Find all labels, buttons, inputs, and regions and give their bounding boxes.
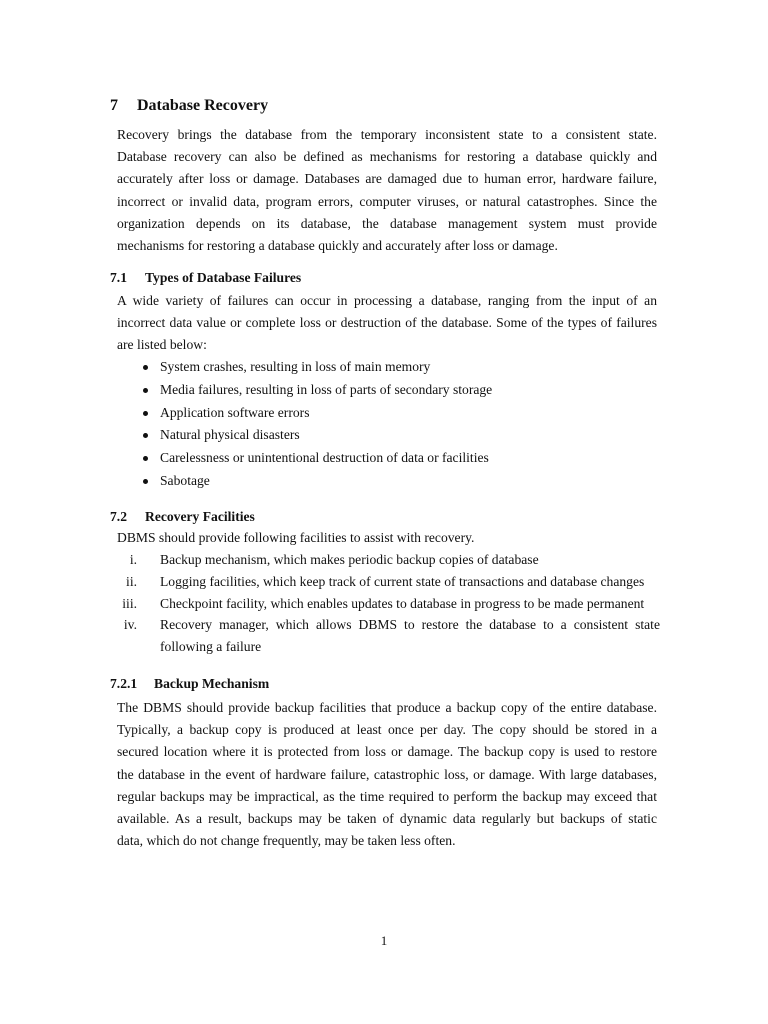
list-item-text: Logging facilities, which keep track of current state of transactions and database changes <box>160 573 645 589</box>
section-title: Database Recovery <box>137 97 269 114</box>
paragraph-line: are listed below: <box>117 337 207 353</box>
subsection-title: Backup Mechanism <box>154 676 270 691</box>
bullet-icon <box>143 433 148 438</box>
bullet-icon <box>143 411 148 416</box>
subsection-number: 7.2.1 <box>110 676 138 691</box>
failures-intro-paragraph <box>117 290 657 357</box>
subsection-title: Recovery Facilities <box>145 509 255 524</box>
paragraph-line: Typically, a backup copy is produced at least once per day. The copy should be stored in a <box>117 722 657 738</box>
bullet-icon <box>143 388 148 393</box>
list-numeral: iv. <box>123 617 137 633</box>
paragraph-line: secured location where it is protected from loss or damage. The backup copy is used to restore <box>117 744 657 760</box>
paragraph-line: accurately after loss or damage. Databases are damaged due to human error, hardware failure, <box>117 171 657 187</box>
section-intro-paragraph <box>117 124 657 257</box>
facilities-list <box>110 549 660 658</box>
list-item-text: Application software errors <box>160 404 310 420</box>
list-numeral: ii. <box>126 573 137 589</box>
list-item-text: Carelessness or unintentional destruction of data or facilities <box>160 450 489 466</box>
list-item-text-continued: following a failure <box>160 639 262 655</box>
list-item <box>140 470 492 493</box>
paragraph-line: The DBMS should provide backup facilities that produce a backup copy of the entire database. <box>117 700 657 715</box>
paragraph-line: available. As a result, backups may be taken of dynamic data regularly but backups of static <box>117 810 657 826</box>
list-item-text: Sabotage <box>160 472 210 488</box>
failure-types-list <box>140 356 492 493</box>
paragraph-line: mechanisms for restoring a database quickly and accurately after loss or damage. <box>117 237 558 253</box>
subsection-number: 7.1 <box>110 270 127 285</box>
list-numeral: iii. <box>122 595 137 611</box>
subsection-number: 7.2 <box>110 509 127 524</box>
section-number: 7 <box>110 97 118 114</box>
list-item <box>140 447 492 470</box>
list-item <box>110 593 660 615</box>
bullet-icon <box>143 479 148 484</box>
list-item <box>140 402 492 425</box>
paragraph-line: A wide variety of failures can occur in processing a database, ranging from the input of an <box>117 293 657 308</box>
bullet-icon <box>143 456 148 461</box>
page-number: 1 <box>380 933 388 948</box>
list-item <box>110 614 660 658</box>
paragraph-line: incorrect data value or complete loss or destruction of the database. Some of the types of failures <box>117 315 657 331</box>
paragraph-line: organization depends on its database, the database management system must provide <box>117 215 657 231</box>
paragraph-line: Recovery brings the database from the temporary inconsistent state to a consistent state. <box>117 127 657 142</box>
bullet-icon <box>143 365 148 370</box>
paragraph-line: DBMS should provide following facilities to assist with recovery. <box>117 530 475 545</box>
list-item-text: Checkpoint facility, which enables updates to database in progress to be made permanent <box>160 595 645 611</box>
list-item <box>140 356 492 379</box>
paragraph-line: Database recovery can also be defined as mechanisms for restoring a database quickly and <box>117 149 657 165</box>
subsection-title: Types of Database Failures <box>145 270 302 285</box>
list-item <box>140 424 492 447</box>
list-item <box>110 571 660 593</box>
paragraph-line: the database in the event of hardware failure, catastrophic loss, or damage. With large databases, <box>117 766 657 782</box>
list-item-text: Recovery manager, which allows DBMS to restore the database to a consistent state <box>160 617 660 633</box>
list-numeral: i. <box>129 552 137 567</box>
section-heading <box>110 97 268 115</box>
list-item <box>110 549 660 571</box>
subsection-heading-7-1 <box>110 270 301 286</box>
paragraph-line: regular backups may be impractical, as the time required to perform the backup may exceed that <box>117 788 657 804</box>
subsection-heading-7-2-1 <box>110 676 269 692</box>
list-item-text: System crashes, resulting in loss of main memory <box>160 359 431 374</box>
paragraph-line: data, which do not change frequently, may be taken less often. <box>117 833 456 849</box>
list-item-text: Natural physical disasters <box>160 427 300 443</box>
paragraph-line: incorrect or invalid data, program errors, computer viruses, or natural catastrophes. Since the <box>117 193 657 209</box>
list-item-text: Backup mechanism, which makes periodic backup copies of database <box>160 552 539 567</box>
facilities-intro <box>117 527 657 549</box>
list-item-text: Media failures, resulting in loss of parts of secondary storage <box>160 381 493 397</box>
list-item <box>140 379 492 402</box>
subsection-heading-7-2 <box>110 509 255 525</box>
backup-mechanism-paragraph <box>117 697 657 852</box>
